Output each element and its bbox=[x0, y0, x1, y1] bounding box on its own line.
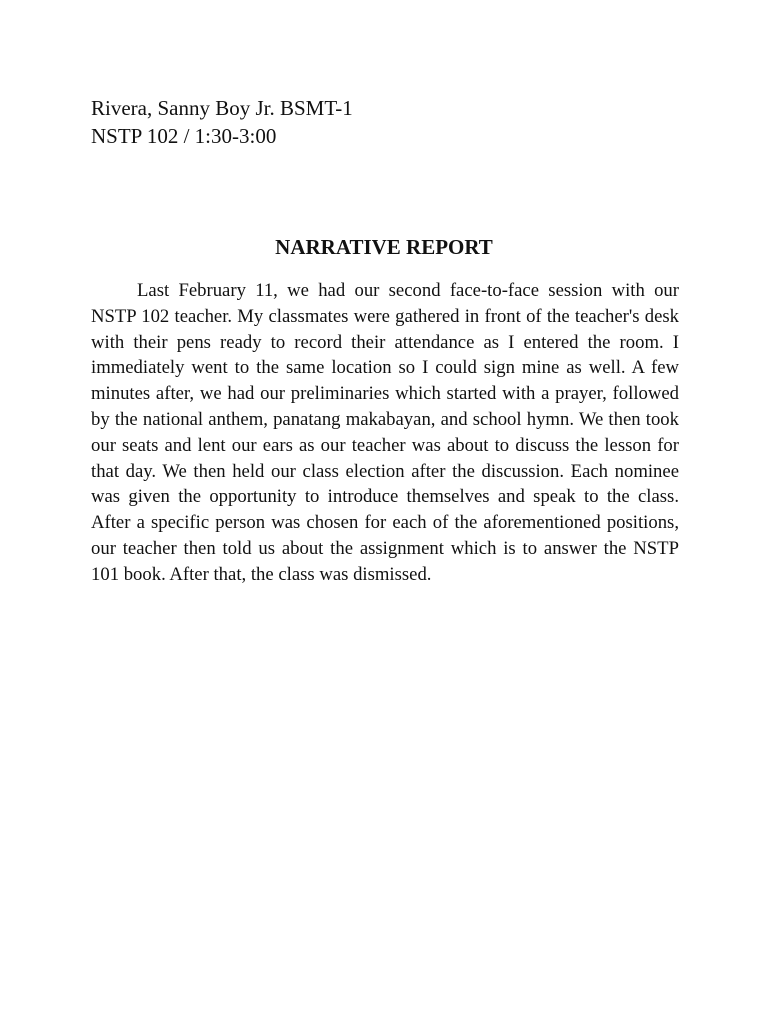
report-title: NARRATIVE REPORT bbox=[275, 235, 493, 259]
course-schedule-line: NSTP 102 / 1:30-3:00 bbox=[91, 124, 277, 148]
student-name-line: Rivera, Sanny Boy Jr. BSMT-1 bbox=[91, 96, 353, 120]
report-body-paragraph: Last February 11, we had our second face-to-face session with our NSTP 102 teacher. My classmates were gathered in front of the teacher's desk with their pens ready to record their attendance as I entered the room. I immediately went to the same location so I could sign mine as well. A few minutes after, we had our preliminaries which started with a prayer, followed by the national anthem, panatang makabayan, and school hymn. We then took our seats and lent our ears as our teacher was about to discuss the lesson for that day. We then held our class election after the discussion. Each nominee was given the opportunity to introduce themselves and speak to the class. After a specific person was chosen for each of the aforementioned positions, our teacher then told us about the assignment which is to answer the NSTP 101 book. After that, the class was dismissed. bbox=[91, 280, 679, 585]
student-header bbox=[91, 94, 353, 150]
